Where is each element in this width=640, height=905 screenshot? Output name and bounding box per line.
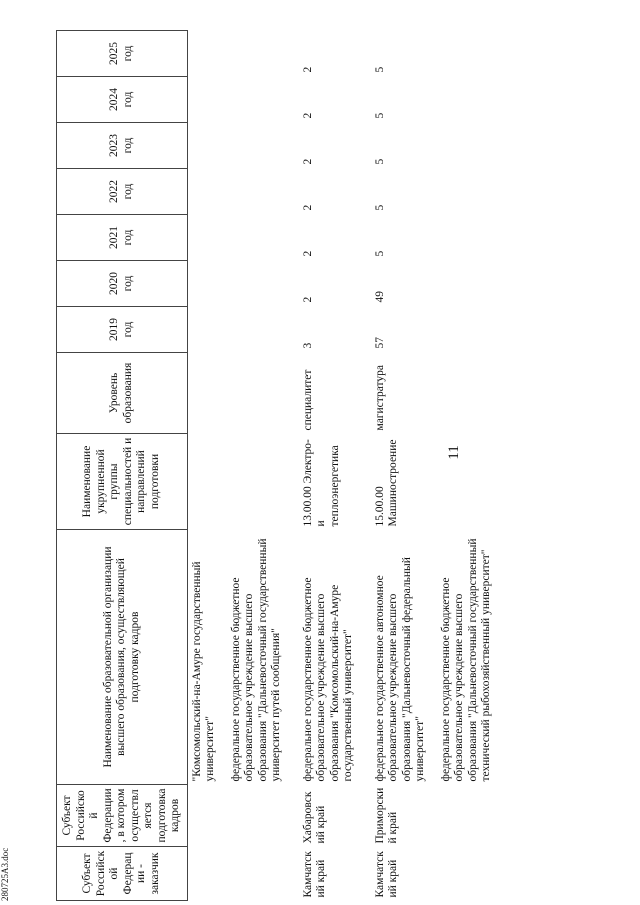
cell-value [187,169,299,215]
table-header-row [57,31,188,901]
cell-customer [187,847,299,901]
cell-group [187,434,299,530]
cell-value: 2 [301,112,314,119]
header-year: 2023 год [57,123,188,169]
organization-name: федеральное государственное бюджетное образовательное учреждение высшего образования "Комсомольский-на-Амуре государственный университет" [301,577,354,782]
organization-name: "Комсомольский-на-Амуре государственный университет" [190,561,216,782]
cell-value: 57 [373,337,386,349]
cell-region: Приморский край [373,787,399,844]
cell-level: специалитет [301,369,314,431]
page-number: 11 [446,445,462,460]
header-region: Субъект Российской Федерации, в котором осуществляется подготовка кадров [57,785,188,847]
cell-group: 13.00.00 Электро- и теплоэнергетика [301,439,341,527]
cell-value [187,31,299,77]
organization-name: федеральное государственное бюджетное образовательное учреждение высшего образования "Дальневосточный государственный университет путей сообщения" [229,538,282,782]
cell-level [187,353,299,434]
cell-value: 5 [373,112,386,119]
cell-value: 5 [373,204,386,211]
doc-code: 280725A3.doc [0,847,10,901]
organization-name: федеральное государственное автономное образовательное учреждение высшего образования "Дальневосточный федеральный университет" [373,557,426,782]
quota-table [56,30,509,901]
cell-region [187,785,299,847]
cell-value: 49 [373,291,386,303]
cell-value: 2 [301,66,314,73]
cell-value [187,261,299,307]
cell-value: 2 [301,296,314,303]
header-customer: Субъект Российской Федерации - заказчик [57,847,188,901]
cell-value: 5 [373,158,386,165]
cell-value: 5 [373,250,386,257]
header-year: 2025 год [57,31,188,77]
organization-name: федеральное государственное бюджетное образовательное учреждение высшего образования "Дальневосточный государственный технический рыбохозяйственный университет" [439,538,492,782]
header-year: 2021 год [57,215,188,261]
cell-value [187,123,299,169]
cell-value: 2 [301,158,314,165]
header-year: 2020 год [57,261,188,307]
cell-organization [187,530,299,785]
cell-level: магистратура [373,365,386,431]
header-organization: Наименование образовательной организации высшего образования, осуществляющей подготовку кадров [57,530,188,785]
table-row [187,31,299,901]
cell-value [187,307,299,353]
cell-organization [371,530,509,785]
header-year: 2024 год [57,77,188,123]
cell-value: 3 [301,342,314,349]
table-row [371,31,509,901]
header-year: 2019 год [57,307,188,353]
cell-organization [299,530,371,785]
header-level: Уровень образования [57,353,188,434]
cell-value [187,77,299,123]
table-row [299,31,371,901]
cell-region: Хабаровский край [301,791,327,844]
cell-customer: Камчатский край [301,851,327,898]
cell-value: 2 [301,250,314,257]
cell-value: 2 [301,204,314,211]
cell-value: 5 [373,66,386,73]
cell-group: 15.00.00 Машиностроение [373,439,399,527]
header-group: Наименование укрупненной группы специальностей и направлений подготовки [57,434,188,530]
header-year: 2022 год [57,169,188,215]
cell-customer: Камчатский край [373,851,399,898]
cell-value [187,215,299,261]
